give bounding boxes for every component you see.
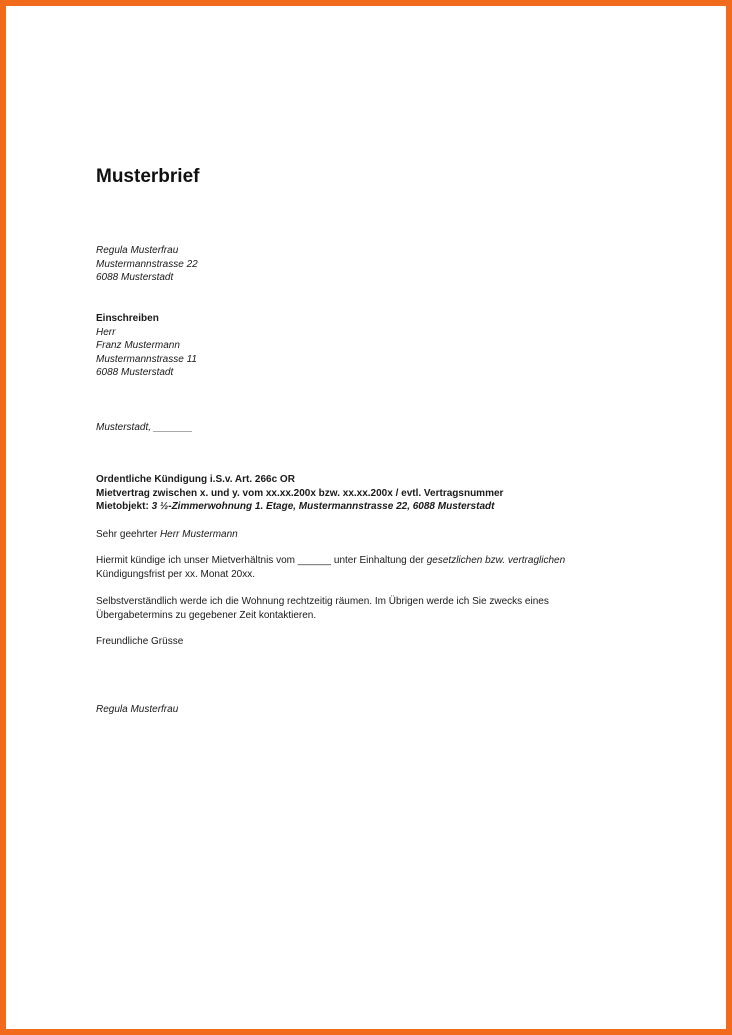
- subject-line-3-prefix: Mietobjekt:: [96, 501, 152, 512]
- paragraph-1-text-b: gesetzlichen bzw. vertraglichen: [426, 555, 566, 566]
- sender-name: Regula Musterfrau: [96, 245, 179, 256]
- subject-line-3: [96, 500, 503, 514]
- paragraph-1: [96, 554, 565, 581]
- paragraph-1-text-c: Kündigungsfrist per xx. Monat 20xx.: [96, 568, 255, 580]
- recipient-salutation: Herr: [96, 326, 116, 338]
- sender-city: 6088 Musterstadt: [96, 272, 174, 283]
- recipient-name: Franz Mustermann: [96, 340, 180, 351]
- subject-line-1: Ordentliche Kündigung i.S.v. Art. 266c OR: [96, 474, 295, 485]
- signature: Regula Musterfrau: [96, 704, 179, 715]
- greeting-prefix: Sehr geehrter: [96, 529, 160, 540]
- subject-block: [96, 473, 503, 514]
- recipient-street: Mustermannstrasse 11: [96, 353, 197, 365]
- greeting-name: Herr Mustermann: [159, 529, 238, 540]
- paragraph-1-text-a: Hiermit kündige ich unser Mietverhältnis vom ______ unter Einhaltung der: [96, 555, 427, 566]
- paragraph-2-line-1: Selbstverständlich werde ich die Wohnung rechtzeitig räumen. Im Übrigen werde ich Sie zwecks eines: [96, 596, 549, 607]
- place-date: Musterstadt, _______: [96, 422, 193, 433]
- sender-street: Mustermannstrasse 22: [96, 258, 198, 270]
- paragraph-2-line-2: Übergabetermins zu gegebener Zeit kontaktieren.: [96, 609, 317, 621]
- letter-title: Musterbrief: [96, 166, 200, 187]
- registered-mail-label: Einschreiben: [96, 313, 159, 324]
- recipient-address: [96, 312, 197, 380]
- sender-address: [96, 244, 198, 285]
- subject-line-3-rest: 3 ½-Zimmerwohnung 1. Etage, Mustermannstrasse 22, 6088 Musterstadt: [151, 501, 495, 512]
- greeting: [96, 528, 238, 542]
- paragraph-2: [96, 595, 549, 622]
- subject-line-2: Mietvertrag zwischen x. und y. vom xx.xx.200x bzw. xx.xx.200x / evtl. Vertragsnummer: [96, 487, 504, 499]
- recipient-city: 6088 Musterstadt: [96, 367, 174, 378]
- closing: Freundliche Grüsse: [96, 636, 184, 647]
